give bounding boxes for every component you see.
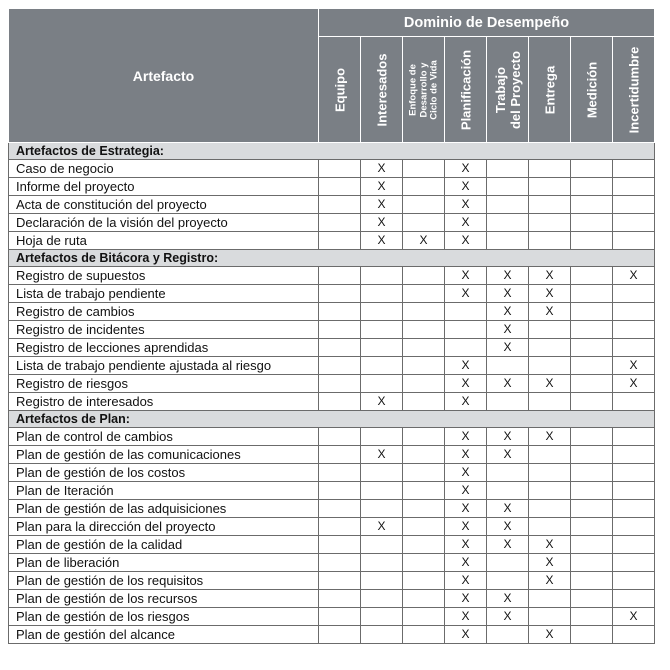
mark-cell-empty [361, 500, 403, 518]
mark-cell-empty [319, 428, 361, 446]
artifact-name: Plan de gestión del alcance [9, 626, 319, 644]
table-row [9, 285, 655, 303]
mark-cell-empty [403, 500, 445, 518]
mark-cell-empty [529, 178, 571, 196]
category-row [9, 143, 655, 160]
mark-cell-empty [571, 626, 613, 644]
mark-cell-empty [403, 428, 445, 446]
domain-column-label [408, 60, 440, 119]
mark-cell-empty [487, 464, 529, 482]
mark-cell-checked: X [361, 214, 403, 232]
table-row [9, 393, 655, 411]
mark-cell-empty [361, 267, 403, 285]
mark-cell-empty [403, 303, 445, 321]
mark-cell-empty [403, 608, 445, 626]
mark-cell-checked: X [445, 626, 487, 644]
mark-cell-empty [361, 428, 403, 446]
artifact-name: Hoja de ruta [9, 232, 319, 250]
table-row [9, 196, 655, 214]
domain-column-label-line: Enfoque de [406, 63, 418, 116]
domain-column-label-line: Ciclo de Vida [427, 59, 439, 120]
artifact-name: Acta de constitución del proyecto [9, 196, 319, 214]
artifact-name: Registro de lecciones aprendidas [9, 339, 319, 357]
table-row [9, 464, 655, 482]
mark-cell-checked: X [487, 375, 529, 393]
mark-cell-empty [529, 464, 571, 482]
mark-cell-empty [571, 446, 613, 464]
table-row [9, 160, 655, 178]
mark-cell-empty [319, 178, 361, 196]
mark-cell-checked: X [487, 536, 529, 554]
mark-cell-empty [571, 196, 613, 214]
mark-cell-empty [571, 608, 613, 626]
mark-cell-empty [613, 446, 655, 464]
mark-cell-empty [487, 393, 529, 411]
mark-cell-checked: X [613, 357, 655, 375]
category-title: Artefactos de Plan: [9, 411, 655, 428]
mark-cell-empty [571, 554, 613, 572]
mark-cell-empty [571, 160, 613, 178]
artifact-name: Informe del proyecto [9, 178, 319, 196]
mark-cell-empty [571, 428, 613, 446]
artifact-name: Registro de interesados [9, 393, 319, 411]
table-row [9, 178, 655, 196]
mark-cell-empty [571, 178, 613, 196]
mark-cell-empty [319, 572, 361, 590]
artifact-name: Caso de negocio [9, 160, 319, 178]
domain-column-label: Medición [584, 61, 599, 118]
mark-cell-empty [487, 196, 529, 214]
mark-cell-checked: X [529, 554, 571, 572]
mark-cell-checked: X [361, 232, 403, 250]
mark-cell-empty [361, 285, 403, 303]
mark-cell-empty [487, 572, 529, 590]
mark-cell-empty [361, 572, 403, 590]
mark-cell-empty [319, 500, 361, 518]
mark-cell-checked: X [487, 303, 529, 321]
mark-cell-empty [613, 500, 655, 518]
mark-cell-empty [319, 482, 361, 500]
mark-cell-empty [613, 285, 655, 303]
mark-cell-empty [571, 572, 613, 590]
table-row [9, 339, 655, 357]
domain-column-label-line: del Proyecto [507, 50, 523, 129]
table-row [9, 303, 655, 321]
mark-cell-empty [403, 393, 445, 411]
mark-cell-empty [529, 339, 571, 357]
mark-cell-checked: X [445, 196, 487, 214]
table-row [9, 214, 655, 232]
mark-cell-empty [319, 303, 361, 321]
mark-cell-checked: X [487, 428, 529, 446]
artifact-name: Registro de supuestos [9, 267, 319, 285]
mark-cell-checked: X [487, 339, 529, 357]
mark-cell-empty [571, 536, 613, 554]
mark-cell-empty [613, 339, 655, 357]
mark-cell-empty [487, 554, 529, 572]
domain-column-header [361, 37, 403, 143]
table-row [9, 357, 655, 375]
artifact-name: Plan para la dirección del proyecto [9, 518, 319, 536]
mark-cell-empty [361, 482, 403, 500]
mark-cell-empty [361, 339, 403, 357]
mark-cell-empty [571, 267, 613, 285]
mark-cell-checked: X [445, 536, 487, 554]
mark-cell-checked: X [445, 590, 487, 608]
category-row [9, 250, 655, 267]
mark-cell-empty [319, 375, 361, 393]
mark-cell-empty [571, 321, 613, 339]
mark-cell-checked: X [487, 590, 529, 608]
mark-cell-empty [571, 232, 613, 250]
mark-cell-empty [361, 303, 403, 321]
domain-column-header [445, 37, 487, 143]
mark-cell-empty [319, 626, 361, 644]
category-title: Artefactos de Estrategia: [9, 143, 655, 160]
domain-column-header [571, 37, 613, 143]
artifact-name: Plan de gestión de las comunicaciones [9, 446, 319, 464]
mark-cell-empty [613, 214, 655, 232]
artifact-name: Registro de incidentes [9, 321, 319, 339]
artifact-name: Plan de gestión de la calidad [9, 536, 319, 554]
mark-cell-empty [529, 232, 571, 250]
mark-cell-empty [613, 590, 655, 608]
mark-cell-checked: X [445, 160, 487, 178]
domain-column-header [403, 37, 445, 143]
mark-cell-checked: X [487, 267, 529, 285]
mark-cell-empty [403, 285, 445, 303]
mark-cell-checked: X [445, 428, 487, 446]
artifact-name: Registro de riesgos [9, 375, 319, 393]
mark-cell-empty [319, 608, 361, 626]
mark-cell-checked: X [403, 232, 445, 250]
category-title: Artefactos de Bitácora y Registro: [9, 250, 655, 267]
mark-cell-empty [487, 232, 529, 250]
mark-cell-empty [613, 178, 655, 196]
mark-cell-checked: X [529, 303, 571, 321]
artifact-domain-table [8, 8, 655, 644]
mark-cell-empty [571, 375, 613, 393]
mark-cell-checked: X [445, 232, 487, 250]
mark-cell-empty [361, 321, 403, 339]
artifact-name: Registro de cambios [9, 303, 319, 321]
mark-cell-empty [571, 303, 613, 321]
mark-cell-empty [529, 482, 571, 500]
mark-cell-empty [403, 321, 445, 339]
mark-cell-empty [403, 160, 445, 178]
mark-cell-checked: X [361, 196, 403, 214]
domain-column-label: Equipo [332, 67, 347, 112]
mark-cell-checked: X [613, 375, 655, 393]
mark-cell-empty [529, 357, 571, 375]
mark-cell-checked: X [445, 554, 487, 572]
mark-cell-empty [571, 285, 613, 303]
mark-cell-empty [445, 303, 487, 321]
mark-cell-checked: X [487, 446, 529, 464]
mark-cell-checked: X [529, 375, 571, 393]
mark-cell-empty [529, 500, 571, 518]
mark-cell-empty [319, 214, 361, 232]
mark-cell-checked: X [361, 160, 403, 178]
mark-cell-checked: X [613, 608, 655, 626]
mark-cell-checked: X [529, 626, 571, 644]
mark-cell-checked: X [445, 500, 487, 518]
mark-cell-checked: X [361, 518, 403, 536]
mark-cell-checked: X [445, 393, 487, 411]
domain-group-header: Dominio de Desempeño [319, 9, 655, 37]
table-row [9, 554, 655, 572]
mark-cell-empty [613, 554, 655, 572]
table-body [9, 143, 655, 644]
mark-cell-checked: X [487, 285, 529, 303]
mark-cell-empty [403, 375, 445, 393]
mark-cell-empty [361, 554, 403, 572]
mark-cell-empty [403, 357, 445, 375]
mark-cell-checked: X [487, 500, 529, 518]
mark-cell-empty [571, 464, 613, 482]
mark-cell-checked: X [445, 375, 487, 393]
mark-cell-checked: X [487, 321, 529, 339]
mark-cell-empty [529, 196, 571, 214]
mark-cell-empty [487, 214, 529, 232]
mark-cell-empty [613, 196, 655, 214]
mark-cell-empty [403, 572, 445, 590]
mark-cell-empty [487, 160, 529, 178]
mark-cell-empty [319, 285, 361, 303]
mark-cell-checked: X [487, 518, 529, 536]
mark-cell-empty [529, 321, 571, 339]
mark-cell-empty [529, 214, 571, 232]
artifact-name: Plan de gestión de los riesgos [9, 608, 319, 626]
mark-cell-empty [613, 393, 655, 411]
mark-cell-checked: X [445, 357, 487, 375]
mark-cell-empty [319, 446, 361, 464]
mark-cell-empty [529, 608, 571, 626]
table-row [9, 267, 655, 285]
mark-cell-empty [571, 482, 613, 500]
artifact-name: Plan de liberación [9, 554, 319, 572]
mark-cell-empty [487, 482, 529, 500]
mark-cell-empty [403, 339, 445, 357]
mark-cell-checked: X [445, 572, 487, 590]
mark-cell-checked: X [529, 267, 571, 285]
mark-cell-empty [319, 321, 361, 339]
mark-cell-empty [319, 357, 361, 375]
mark-cell-empty [319, 393, 361, 411]
domain-column-label: Planificación [458, 49, 473, 130]
mark-cell-empty [613, 160, 655, 178]
mark-cell-empty [613, 518, 655, 536]
mark-cell-empty [403, 267, 445, 285]
table-row [9, 375, 655, 393]
mark-cell-empty [403, 214, 445, 232]
mark-cell-checked: X [361, 393, 403, 411]
domain-column-header [487, 37, 529, 143]
mark-cell-empty [319, 590, 361, 608]
mark-cell-empty [319, 464, 361, 482]
mark-cell-empty [319, 160, 361, 178]
table-row [9, 590, 655, 608]
mark-cell-empty [487, 626, 529, 644]
mark-cell-empty [613, 321, 655, 339]
mark-cell-empty [445, 339, 487, 357]
mark-cell-empty [613, 303, 655, 321]
mark-cell-checked: X [529, 536, 571, 554]
domain-column-header [613, 37, 655, 143]
artifact-name: Lista de trabajo pendiente ajustada al riesgo [9, 357, 319, 375]
artifact-name: Plan de gestión de los requisitos [9, 572, 319, 590]
mark-cell-empty [529, 160, 571, 178]
artifact-name: Plan de Iteración [9, 482, 319, 500]
domain-column-label-line: Trabajo [492, 66, 508, 113]
mark-cell-empty [403, 482, 445, 500]
table-row [9, 428, 655, 446]
mark-cell-empty [361, 608, 403, 626]
domain-column-label: Interesados [374, 53, 389, 126]
mark-cell-empty [571, 590, 613, 608]
mark-cell-empty [319, 536, 361, 554]
mark-cell-empty [403, 464, 445, 482]
table-row [9, 536, 655, 554]
domain-column-header [529, 37, 571, 143]
mark-cell-checked: X [529, 285, 571, 303]
table-row [9, 446, 655, 464]
mark-cell-empty [403, 446, 445, 464]
table-row [9, 608, 655, 626]
mark-cell-empty [613, 482, 655, 500]
mark-cell-empty [361, 357, 403, 375]
mark-cell-empty [403, 590, 445, 608]
table-row [9, 321, 655, 339]
artifact-name: Declaración de la visión del proyecto [9, 214, 319, 232]
mark-cell-empty [319, 518, 361, 536]
artifact-name: Plan de control de cambios [9, 428, 319, 446]
mark-cell-empty [361, 536, 403, 554]
domain-column-label: Entrega [542, 65, 557, 114]
mark-cell-empty [319, 232, 361, 250]
mark-cell-empty [571, 339, 613, 357]
mark-cell-checked: X [445, 178, 487, 196]
mark-cell-checked: X [445, 518, 487, 536]
mark-cell-empty [613, 428, 655, 446]
mark-cell-empty [361, 375, 403, 393]
mark-cell-empty [613, 232, 655, 250]
mark-cell-empty [571, 357, 613, 375]
mark-cell-empty [319, 339, 361, 357]
mark-cell-empty [403, 536, 445, 554]
mark-cell-checked: X [445, 214, 487, 232]
mark-cell-empty [529, 393, 571, 411]
artifact-name: Plan de gestión de los recursos [9, 590, 319, 608]
mark-cell-empty [487, 357, 529, 375]
table-header [9, 9, 655, 143]
mark-cell-checked: X [445, 446, 487, 464]
mark-cell-empty [571, 393, 613, 411]
mark-cell-empty [403, 554, 445, 572]
artifact-column-header: Artefacto [9, 9, 319, 143]
domain-column-label: Incertidumbre [626, 46, 641, 133]
mark-cell-empty [319, 267, 361, 285]
domain-column-label-line: Desarrollo y [417, 62, 429, 117]
mark-cell-empty [361, 464, 403, 482]
mark-cell-empty [403, 196, 445, 214]
mark-cell-checked: X [361, 178, 403, 196]
mark-cell-empty [571, 518, 613, 536]
mark-cell-checked: X [613, 267, 655, 285]
artifact-name: Plan de gestión de las adquisiciones [9, 500, 319, 518]
mark-cell-empty [403, 178, 445, 196]
mark-cell-checked: X [445, 267, 487, 285]
mark-cell-empty [361, 590, 403, 608]
mark-cell-empty [403, 626, 445, 644]
table-row [9, 232, 655, 250]
mark-cell-empty [613, 536, 655, 554]
table-row [9, 482, 655, 500]
mark-cell-empty [319, 554, 361, 572]
mark-cell-checked: X [445, 608, 487, 626]
table-row [9, 500, 655, 518]
mark-cell-empty [403, 518, 445, 536]
mark-cell-empty [613, 626, 655, 644]
domain-column-label [493, 50, 523, 128]
mark-cell-empty [571, 500, 613, 518]
mark-cell-checked: X [361, 446, 403, 464]
mark-cell-empty [361, 626, 403, 644]
mark-cell-checked: X [445, 285, 487, 303]
mark-cell-empty [529, 518, 571, 536]
domain-column-header [319, 37, 361, 143]
category-row [9, 411, 655, 428]
table-row [9, 626, 655, 644]
mark-cell-empty [529, 590, 571, 608]
mark-cell-empty [445, 321, 487, 339]
mark-cell-empty [529, 446, 571, 464]
artifact-name: Lista de trabajo pendiente [9, 285, 319, 303]
mark-cell-checked: X [445, 464, 487, 482]
mark-cell-empty [613, 572, 655, 590]
table-row [9, 518, 655, 536]
mark-cell-empty [571, 214, 613, 232]
table-row [9, 572, 655, 590]
mark-cell-checked: X [529, 428, 571, 446]
mark-cell-empty [487, 178, 529, 196]
mark-cell-empty [319, 196, 361, 214]
mark-cell-checked: X [487, 608, 529, 626]
mark-cell-checked: X [445, 482, 487, 500]
mark-cell-empty [613, 464, 655, 482]
artifact-name: Plan de gestión de los costos [9, 464, 319, 482]
mark-cell-checked: X [529, 572, 571, 590]
